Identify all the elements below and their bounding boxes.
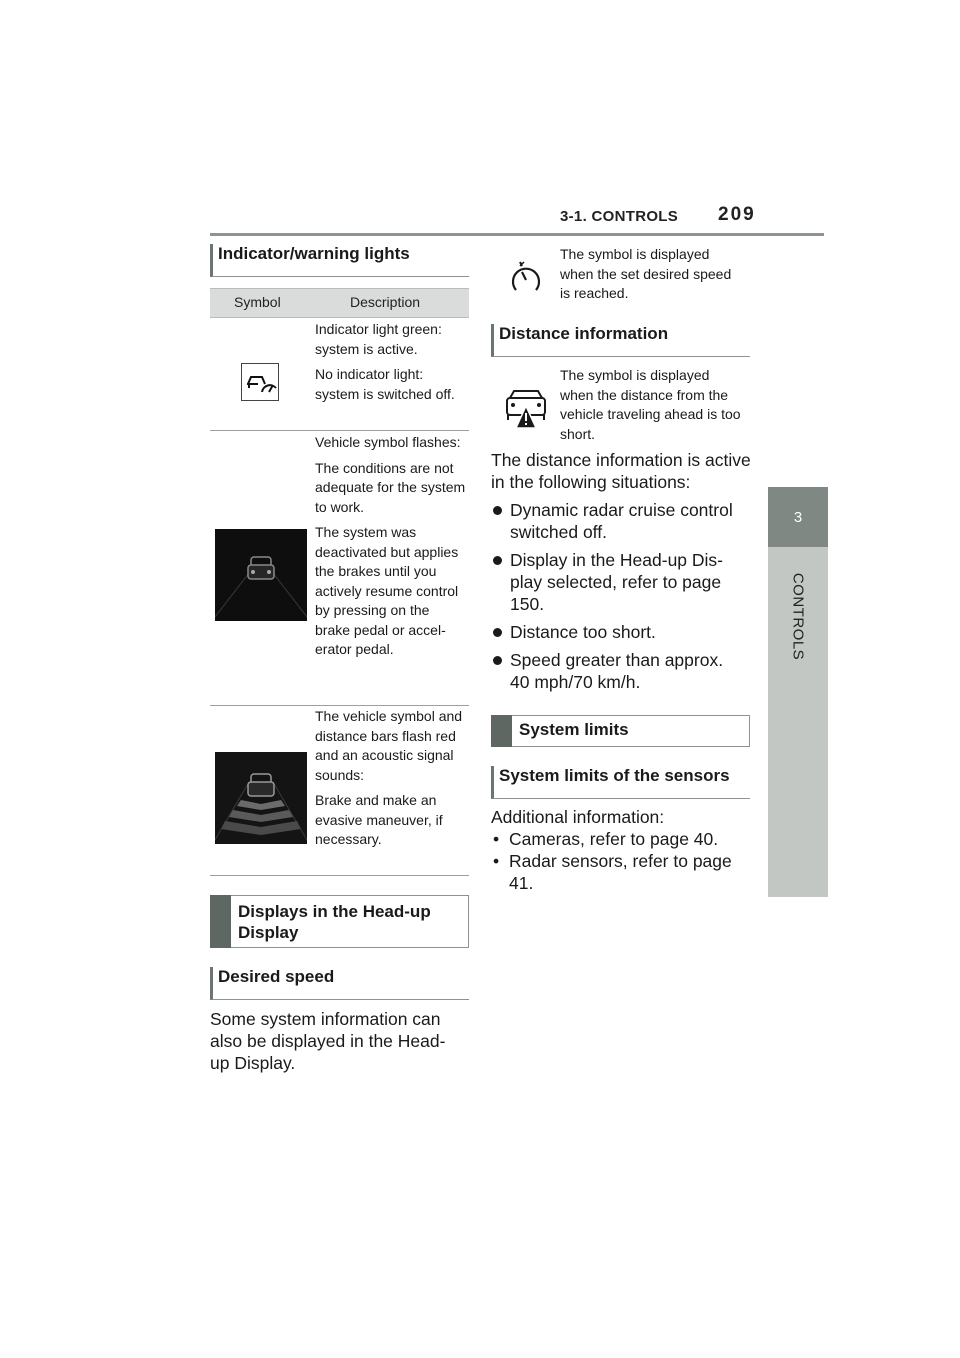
header-divider	[210, 233, 824, 236]
chapter-tab-label: CONTROLS	[789, 572, 807, 661]
hud-heading-text: Displays in the Head-up Display	[238, 902, 431, 942]
desired-speed-heading: Desired speed	[210, 967, 469, 1000]
list-item: • Cameras, refer to page 40.	[491, 828, 741, 850]
distance-symbol-text: The symbol is displayed when the distance from the vehicle traveling ahead is too short.	[560, 367, 741, 442]
sensor-limits-heading: System limits of the sensors	[491, 766, 750, 799]
desired-speed-text: Some system information can also be displayed in the Head-up Display.	[210, 1009, 446, 1073]
speedometer-icon	[508, 260, 544, 296]
hud-heading	[210, 895, 469, 948]
row3-desc-1: The vehicle symbol and distance bars flash red and an acoustic signal sounds:	[315, 708, 463, 783]
table-row	[315, 433, 467, 666]
heading-bar	[210, 895, 231, 948]
chapter-tab-number[interactable]: 3	[768, 487, 828, 547]
distance-intro: The distance information is active in the following situations:	[491, 450, 751, 492]
vehicle-symbol-image	[215, 529, 307, 621]
row-divider	[210, 705, 469, 706]
table-row	[315, 707, 467, 856]
row1-desc-1: Indicator light green: system is active.	[315, 321, 442, 357]
row-divider	[210, 430, 469, 431]
row1-desc-2: No indicator light: system is switched off.	[315, 366, 455, 402]
indicator-heading: Indicator/warning lights	[210, 244, 469, 277]
system-limits-heading	[491, 715, 750, 747]
list-item: Dynamic radar cruise control switched off.	[491, 499, 746, 543]
additional-info-list	[491, 828, 741, 894]
row2-desc-1: Vehicle symbol flashes:	[315, 434, 461, 450]
col-description-header: Description	[350, 294, 421, 310]
list-item: Distance too short.	[491, 621, 746, 643]
row2-desc-3: The system was deactivated but applies the brakes until you actively resume control by pressing on the brake pedal or accel- erator pedal.	[315, 524, 459, 657]
row2-desc-2: The conditions are not adequate for the system to work.	[315, 459, 466, 515]
distance-heading: Distance information	[491, 324, 750, 357]
situation-list	[491, 499, 746, 699]
list-item: • Radar sensors, refer to page 41.	[491, 850, 741, 894]
table-row	[315, 320, 467, 410]
table-header	[210, 288, 469, 318]
col-symbol-header: Symbol	[234, 294, 281, 310]
list-item: Display in the Head-up Dis- play selected, refer to page 150.	[491, 549, 746, 615]
row-divider	[210, 875, 469, 876]
system-limits-heading-text: System limits	[519, 720, 629, 739]
cruise-control-indicator-icon	[241, 363, 279, 401]
list-item: Speed greater than approx. 40 mph/70 km/h.	[491, 649, 746, 693]
additional-info-label: Additional information:	[491, 807, 665, 827]
heading-bar	[491, 715, 512, 747]
speed-symbol-text: The symbol is displayed when the set desired speed is reached.	[560, 246, 732, 301]
section-title: 3-1. CONTROLS	[560, 208, 679, 225]
distance-warning-icon	[504, 388, 548, 430]
vehicle-distance-bars-image	[215, 752, 307, 844]
page-number: 209	[718, 204, 756, 225]
row3-desc-2: Brake and make an evasive maneuver, if necessary.	[315, 792, 443, 847]
